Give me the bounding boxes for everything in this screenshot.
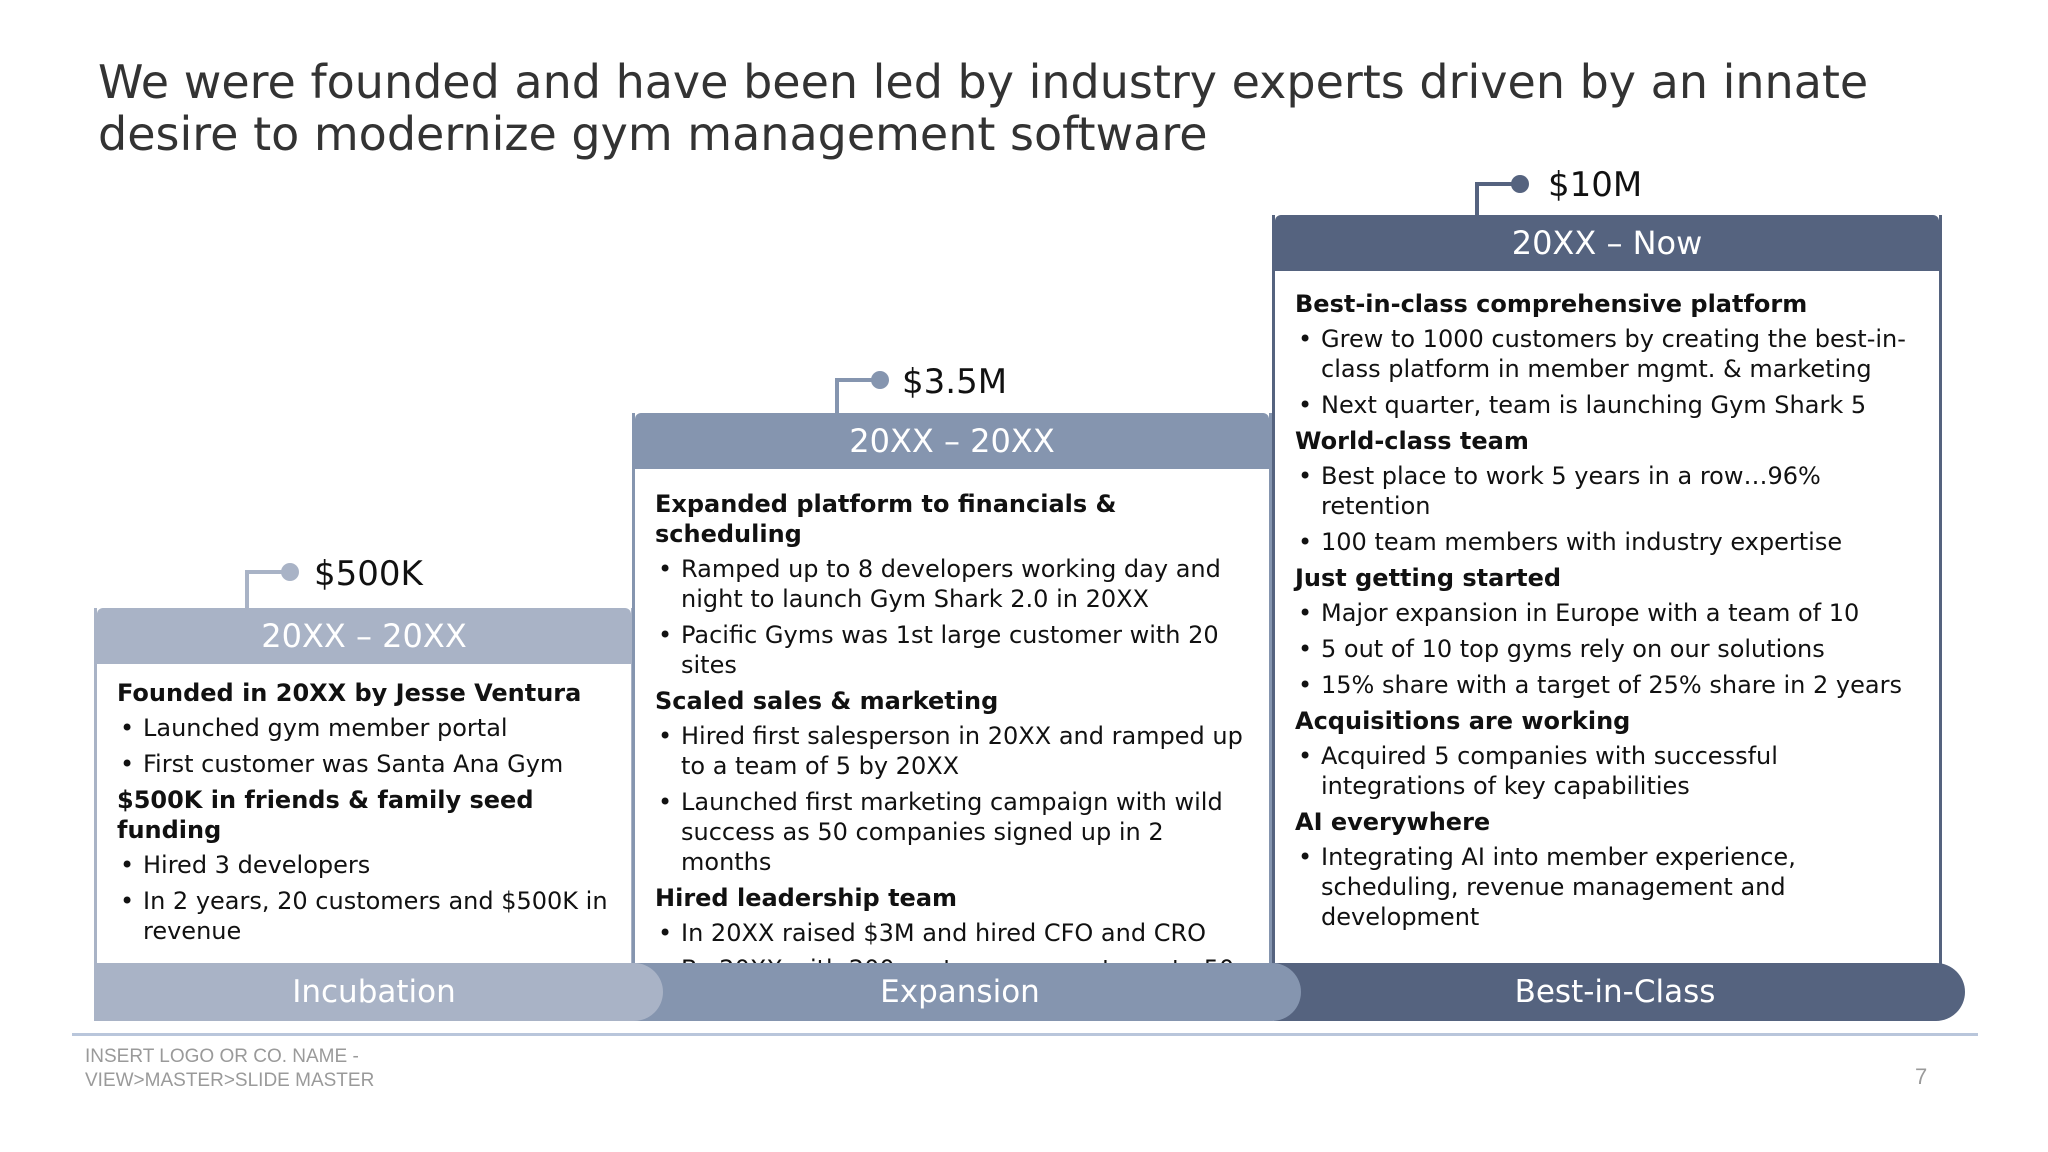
list-item: • In 20XX raised $3M and hired CFO and CRO	[658, 919, 1207, 947]
footer-logo-placeholder	[85, 1045, 374, 1093]
list-item: • Acquired 5 companies with successful integrations of key capabilities	[1298, 742, 1778, 800]
list-item: • Launched first marketing campaign with wild success as 50 companies signed up in 2 months	[658, 788, 1223, 876]
stage-2-connector	[830, 368, 890, 418]
list-item: • Grew to 1000 customers by creating the best-in-class platform in member mgmt. & marketing	[1298, 325, 1906, 383]
stage-1-period: 20XX – 20XX	[97, 608, 631, 664]
stage-1-heading-1: Founded in 20XX by Jesse Ventura	[117, 679, 582, 707]
list-item: • First customer was Santa Ana Gym	[120, 750, 564, 778]
footer-line-2: VIEW>MASTER>SLIDE MASTER	[85, 1070, 375, 1091]
stage-3-body	[1295, 289, 1925, 938]
phase-label-bestinclass: Best-in-Class	[1514, 974, 1716, 1010]
stage-3-heading-1: Best-in-class comprehensive platform	[1295, 290, 1808, 318]
stage-3-heading-2: World-class team	[1295, 427, 1529, 455]
stage-2-heading-3: Hired leadership team	[655, 884, 958, 912]
stage-2-card	[632, 413, 1272, 968]
stage-3-heading-3: Just getting started	[1295, 564, 1562, 592]
stage-2-period: 20XX – 20XX	[635, 413, 1269, 469]
list-item: • Integrating AI into member experience, scheduling, revenue management and development	[1298, 843, 1796, 931]
phase-label-incubation: Incubation	[292, 974, 456, 1010]
stage-3-card	[1272, 215, 1942, 968]
footer-line-1: INSERT LOGO OR CO. NAME -	[85, 1046, 359, 1067]
list-item: • 5 out of 10 top gyms rely on our solutions	[1298, 635, 1825, 663]
stage-3-period: 20XX – Now	[1275, 215, 1939, 271]
footer-divider	[72, 1033, 1978, 1036]
slide-title: We were founded and have been led by industry experts driven by an innate desire to modernize gym management software	[98, 55, 1869, 161]
list-item: • Major expansion in Europe with a team of 10	[1298, 599, 1860, 627]
stage-1-body	[117, 678, 617, 952]
stage-3-heading-4: Acquisitions are working	[1295, 707, 1631, 735]
stage-2-value: $3.5M	[902, 362, 1008, 402]
list-item: • Hired 3 developers	[120, 851, 371, 879]
stage-1-value: $500K	[314, 554, 423, 594]
stage-1-heading-2: $500K in friends & family seed funding	[117, 786, 534, 844]
stage-2-body	[655, 489, 1255, 990]
stage-1-card	[94, 608, 634, 968]
list-item: • Ramped up to 8 developers working day and night to launch Gym Shark 2.0 in 20XX	[658, 555, 1221, 613]
stage-2-heading-2: Scaled sales & marketing	[655, 687, 999, 715]
list-item: • In 2 years, 20 customers and $500K in revenue	[120, 887, 608, 945]
list-item: • Next quarter, team is launching Gym Shark 5	[1298, 391, 1867, 419]
list-item: • Pacific Gyms was 1st large customer with 20 sites	[658, 621, 1219, 679]
stage-3-heading-5: AI everywhere	[1295, 808, 1491, 836]
list-item: • Hired first salesperson in 20XX and ramped up to a team of 5 by 20XX	[658, 722, 1243, 780]
list-item: • Best place to work 5 years in a row…96% retention	[1298, 462, 1821, 520]
phase-label-expansion: Expansion	[880, 974, 1040, 1010]
list-item: • Launched gym member portal	[120, 714, 508, 742]
page-number: 7	[1915, 1064, 1928, 1089]
stage-1-connector	[240, 560, 300, 610]
list-item: • 15% share with a target of 25% share in 2 years	[1298, 671, 1902, 699]
list-item: • 100 team members with industry expertise	[1298, 528, 1843, 556]
stage-3-value: $10M	[1548, 165, 1643, 205]
stage-2-heading-1: Expanded platform to financials & scheduling	[655, 490, 1117, 548]
